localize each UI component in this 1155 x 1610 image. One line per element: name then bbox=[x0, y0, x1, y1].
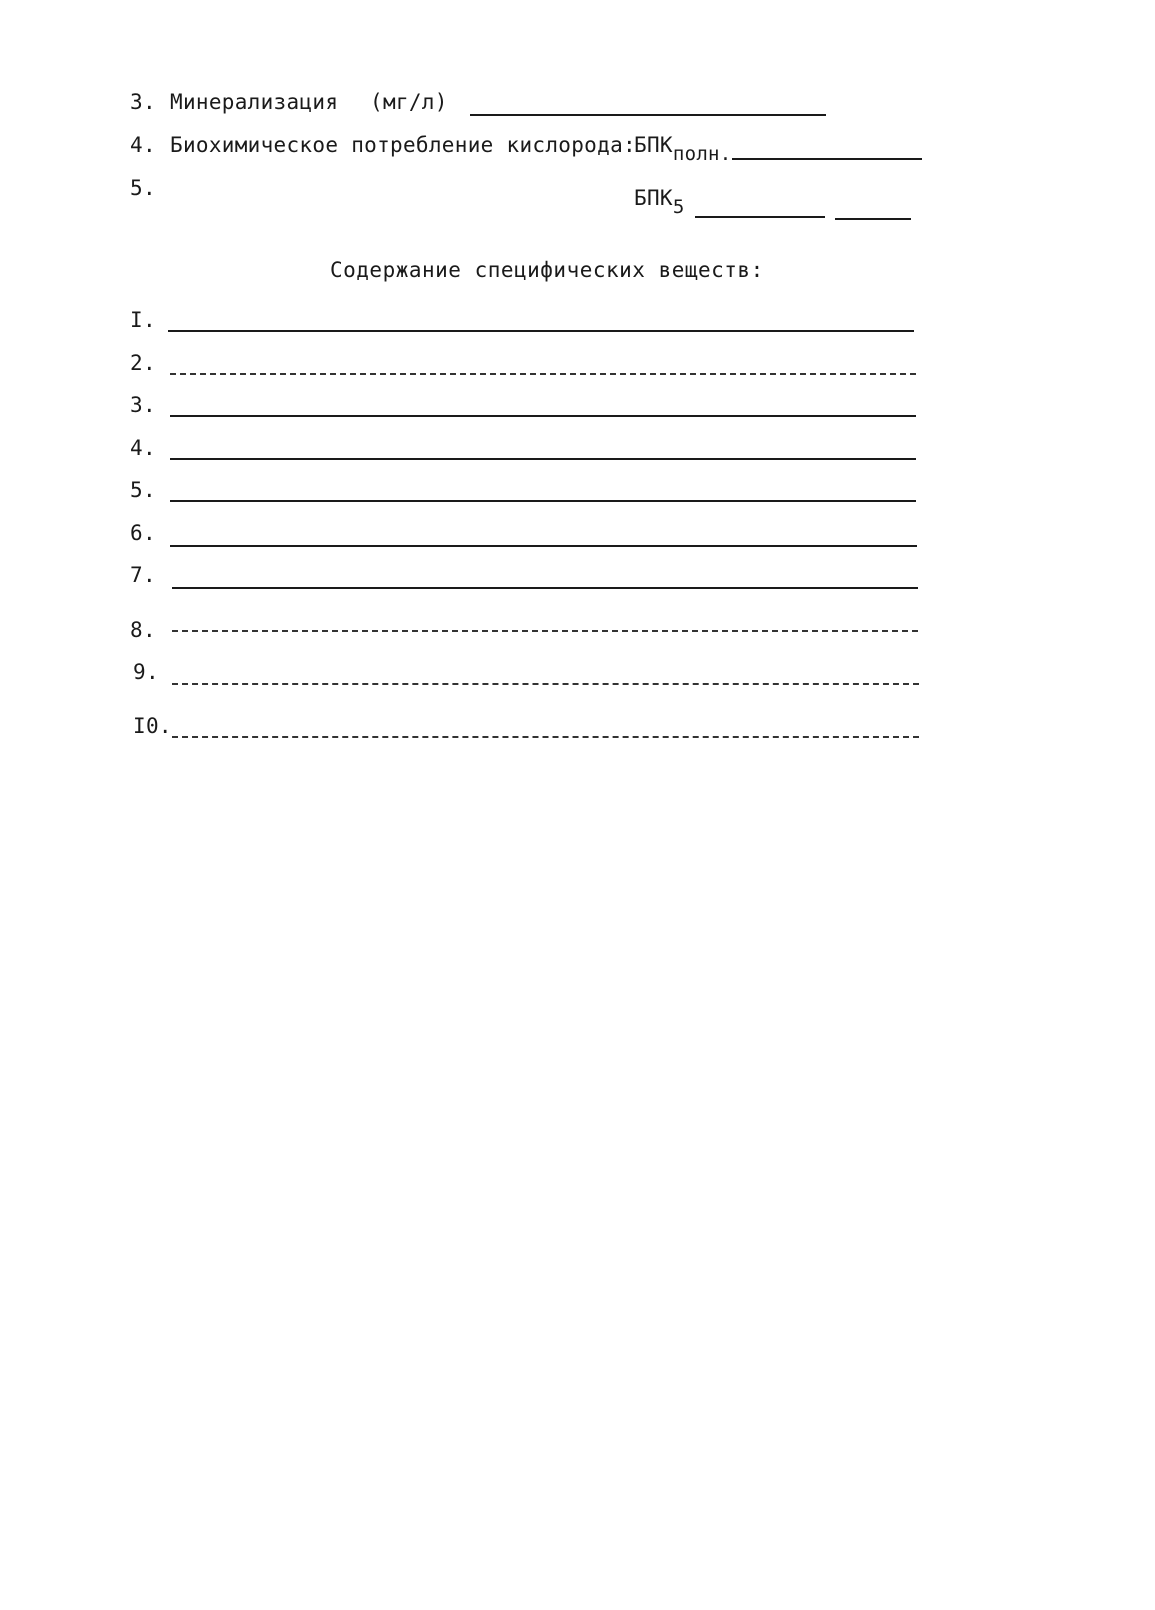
fill-line-6[interactable] bbox=[170, 545, 917, 547]
item3-number: 3. bbox=[130, 90, 156, 114]
line-number: 6. bbox=[130, 521, 156, 545]
line-number: 5. bbox=[130, 478, 156, 502]
fill-line-9[interactable] bbox=[172, 683, 919, 685]
fill-line-3[interactable] bbox=[170, 415, 916, 417]
item4-code bbox=[634, 133, 732, 165]
section-heading: Содержание специфических веществ: bbox=[330, 258, 764, 282]
item5-fill-line-a[interactable] bbox=[695, 216, 825, 218]
line-number: 2. bbox=[130, 351, 156, 375]
fill-line-2[interactable] bbox=[170, 373, 916, 375]
item5-code bbox=[634, 186, 685, 218]
item3-label: Минерализация bbox=[170, 90, 339, 114]
fill-line-1[interactable] bbox=[168, 330, 914, 332]
line-number: 7. bbox=[130, 563, 156, 587]
line-number: I. bbox=[130, 308, 156, 332]
item3-unit: (мг/л) bbox=[370, 90, 448, 114]
fill-line-5[interactable] bbox=[170, 500, 916, 502]
item3-fill-line[interactable] bbox=[470, 114, 826, 116]
item4-fill-line[interactable] bbox=[732, 158, 922, 160]
line-number: I0. bbox=[133, 714, 172, 738]
item5-fill-line-b[interactable] bbox=[835, 218, 911, 220]
item5-code-text: БПК bbox=[634, 186, 673, 210]
item4-label: Биохимическое потребление кислорода: bbox=[170, 133, 636, 157]
fill-line-4[interactable] bbox=[170, 458, 916, 460]
item4-number: 4. bbox=[130, 133, 156, 157]
item4-code-text: БПК bbox=[634, 133, 673, 157]
item4-code-subscript: полн. bbox=[672, 143, 732, 165]
fill-line-10[interactable] bbox=[172, 736, 919, 738]
line-number: 3. bbox=[130, 393, 156, 417]
line-number: 8. bbox=[130, 618, 156, 642]
fill-line-8[interactable] bbox=[172, 630, 918, 632]
line-number: 4. bbox=[130, 436, 156, 460]
item5-code-subscript: 5 bbox=[672, 196, 685, 218]
fill-line-7[interactable] bbox=[172, 587, 918, 589]
line-number: 9. bbox=[133, 660, 159, 684]
item5-number: 5. bbox=[130, 176, 156, 200]
